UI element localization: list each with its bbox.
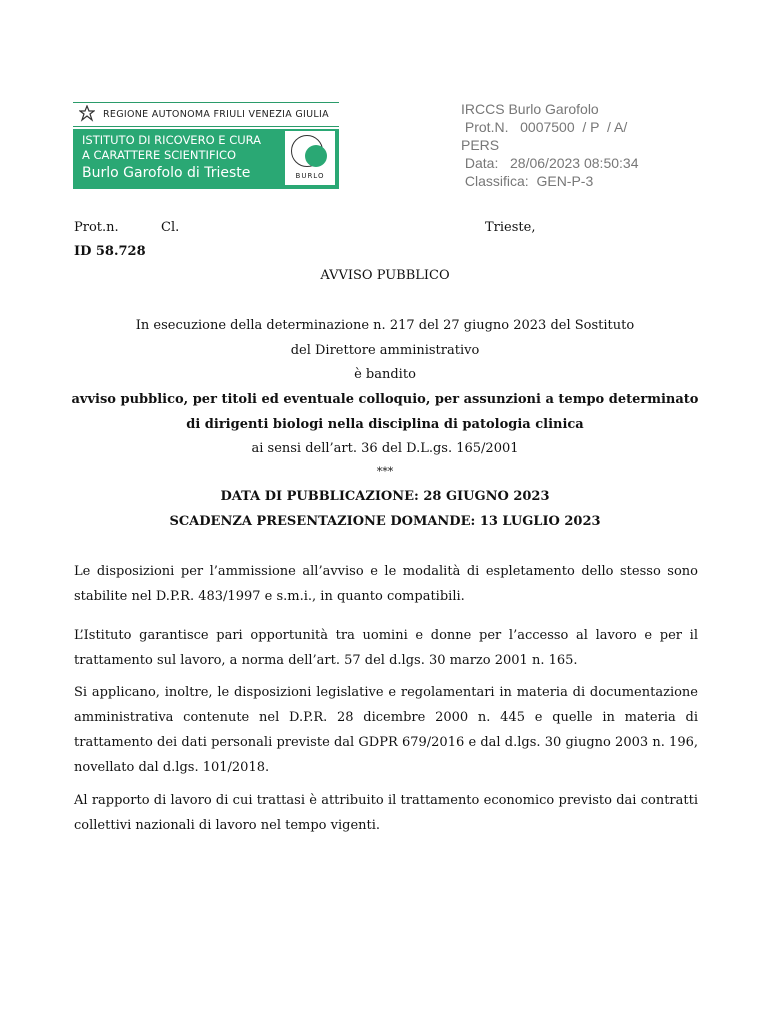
stamp-line-2: Prot.N. 0007500 / P / A/ xyxy=(461,119,628,135)
submission-deadline: SCADENZA PRESENTAZIONE DOMANDE: 13 LUGLIO 2023 xyxy=(169,514,601,529)
paragraph-1: Le disposizioni per l’ammissione all’avviso e le modalità di espletamento dello stesso sono stabilite nel D.P.R. 483/1997 e s.m.i., in quanto compatibili. xyxy=(74,564,698,604)
stamp-line-5: Classifica: GEN-P-3 xyxy=(461,173,594,189)
document-id: ID 58.728 xyxy=(74,244,146,259)
separator: *** xyxy=(376,465,394,478)
logo-line-2: A CARATTERE SCIENTIFICO xyxy=(82,148,237,162)
badge-text: BURLO xyxy=(295,172,325,180)
logo-green-panel xyxy=(73,129,339,189)
burlo-badge-icon xyxy=(285,131,335,185)
place-label: Trieste, xyxy=(485,220,536,235)
institute-logo xyxy=(73,102,339,194)
stamp-line-3: PERS xyxy=(461,137,500,153)
intro-line-3: è bandito xyxy=(354,367,416,382)
logo-line-3: Burlo Garofolo di Trieste xyxy=(82,165,251,181)
intro-line-1: In esecuzione della determinazione n. 217 del 27 giugno 2023 del Sostituto xyxy=(135,318,635,333)
page-title: AVVISO PUBBLICO xyxy=(320,268,450,283)
protocol-stamp xyxy=(461,100,638,190)
intro-line-2: del Direttore amministrativo xyxy=(290,343,480,358)
region-emblem-icon xyxy=(79,105,95,124)
logo-region-text: REGIONE AUTONOMA FRIULI VENEZIA GIULIA xyxy=(103,109,329,120)
paragraph-4: Al rapporto di lavoro di cui trattasi è attribuito il trattamento economico previsto dai contratti collettivi nazionali di lavoro nel tempo vigenti. xyxy=(74,793,698,833)
paragraph-3: Si applicano, inoltre, le disposizioni legislative e regolamentari in materia di documentazione amministrativa contenute nel D.P.R. 28 dicembre 2000 n. 445 e quelle in materia di trattamento dei dati personali previste dal GDPR 679/2016 e dal d.lgs. 30 giugno 2003 n. 196, novellato dal d.lgs. 101/2018. xyxy=(74,685,698,775)
stamp-line-4: Data: 28/06/2023 08:50:34 xyxy=(461,155,639,171)
publication-date: DATA DI PUBBLICAZIONE: 28 GIUGNO 2023 xyxy=(220,489,550,504)
stamp-line-1: IRCCS Burlo Garofolo xyxy=(461,101,599,117)
paragraph-2: L’Istituto garantisce pari opportunità tra uomini e donne per l’accesso al lavoro e per il trattamento sul lavoro, a norma dell’art. 57 del d.lgs. 30 marzo 2001 n. 165. xyxy=(74,628,698,668)
intro-line-5: di dirigenti biologi nella disciplina di patologia clinica xyxy=(186,417,584,432)
badge-dot xyxy=(305,145,327,167)
logo-line-1: ISTITUTO DI RICOVERO E CURA xyxy=(82,133,262,147)
intro-line-6: ai sensi dell’art. 36 del D.L.gs. 165/2001 xyxy=(251,441,519,456)
intro-line-4: avviso pubblico, per titoli ed eventuale colloquio, per assunzioni a tempo determinato xyxy=(71,392,699,407)
logo-region-bar xyxy=(73,102,339,127)
cl-label: Cl. xyxy=(161,220,180,235)
prot-label: Prot.n. xyxy=(74,220,119,235)
